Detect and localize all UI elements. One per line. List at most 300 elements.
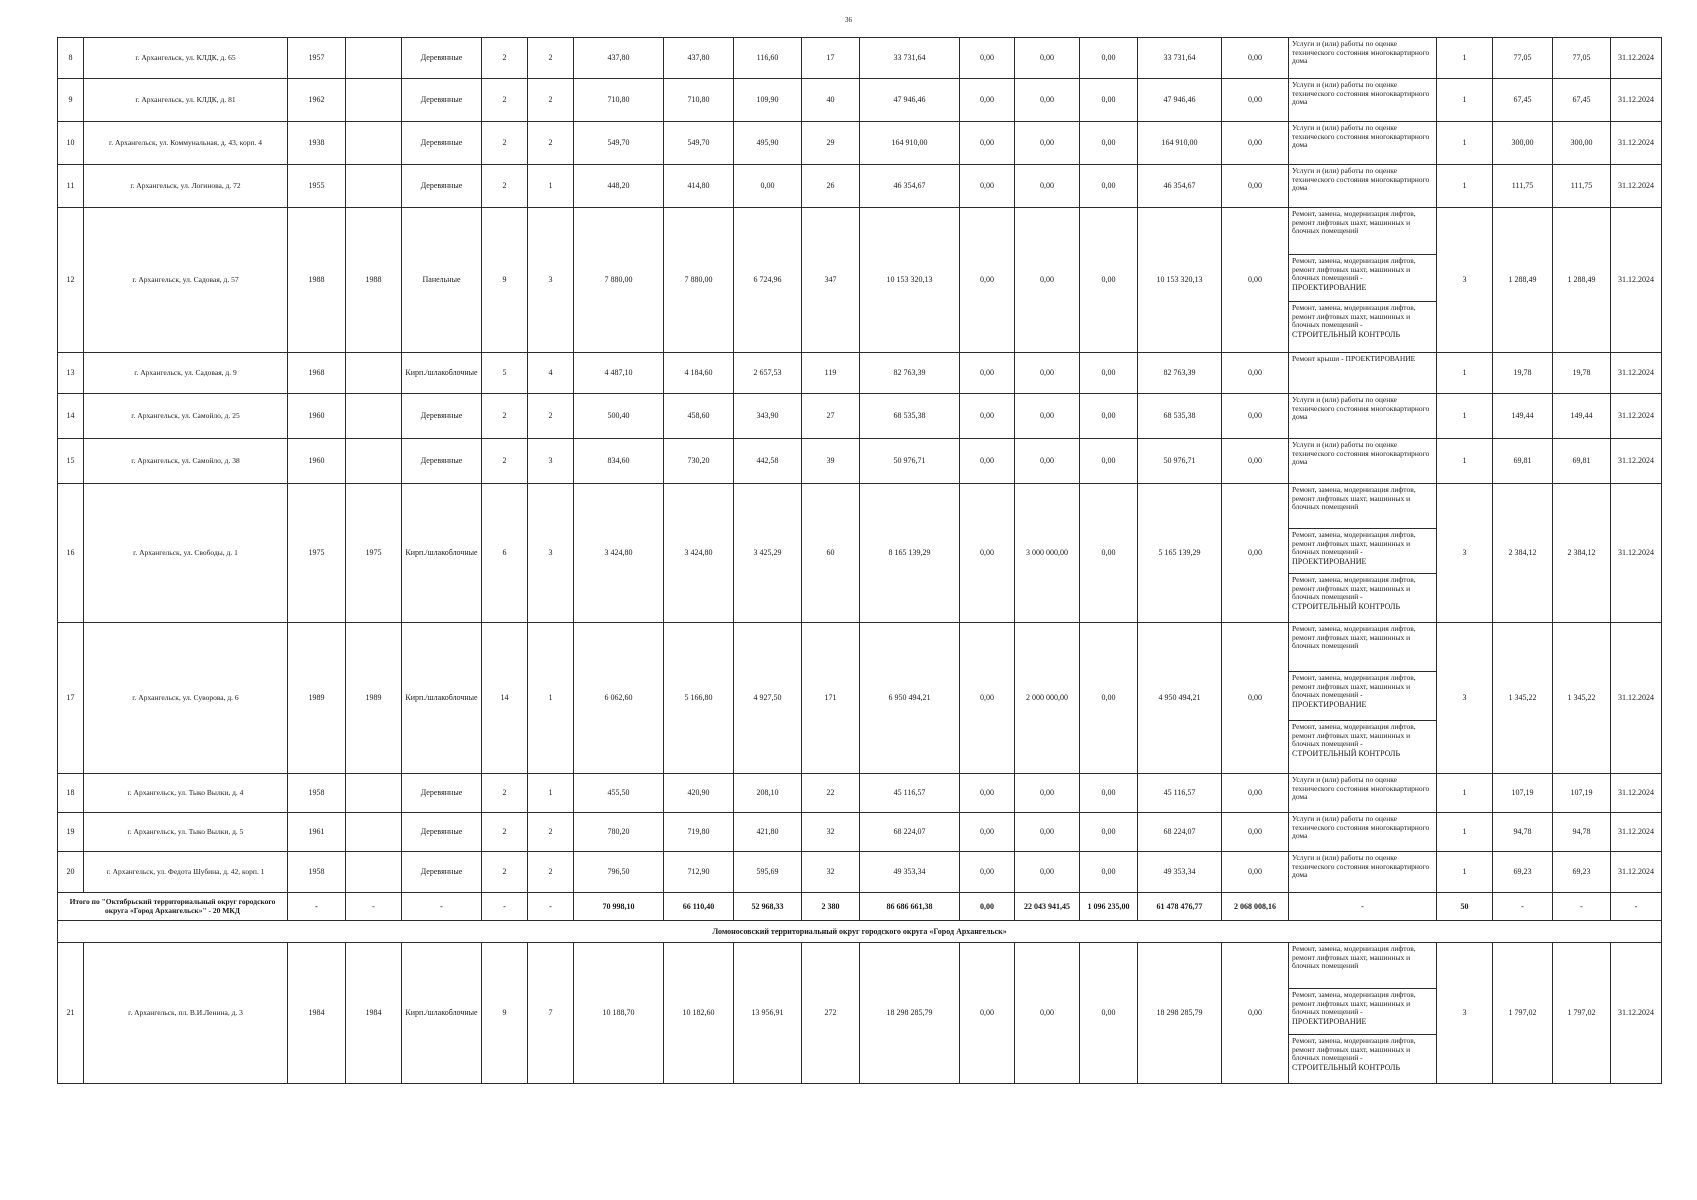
specific-cost-cell: 1 345,22 xyxy=(1493,623,1553,774)
table-row xyxy=(58,165,1662,208)
row-number: 18 xyxy=(58,774,84,813)
work-count-cell: 1 xyxy=(1437,439,1493,484)
fund-cell-3: 0,00 xyxy=(1080,394,1138,439)
fund-cell-1: 0,00 xyxy=(960,943,1015,1084)
deadline-cell: 31.12.2024 xyxy=(1611,774,1662,813)
address-cell: г. Архангельск, ул. Тыко Вылки, д. 5 xyxy=(84,813,288,852)
work-item xyxy=(1289,302,1436,352)
fund-cell-5: 0,00 xyxy=(1222,852,1289,893)
wall-material-cell: Деревянные xyxy=(402,852,482,893)
total-cost-cell: 18 298 285,79 xyxy=(860,943,960,1084)
work-item-stage: СТРОИТЕЛЬНЫЙ КОНТРОЛЬ xyxy=(1292,1062,1401,1072)
total-dash: - xyxy=(402,893,482,921)
entrances-cell: 2 xyxy=(528,38,574,79)
total-area-cell: 6 062,60 xyxy=(574,623,664,774)
work-types-cell xyxy=(1289,484,1437,623)
entrances-cell: 2 xyxy=(528,852,574,893)
address-cell: г. Архангельск, ул. Самойло, д. 25 xyxy=(84,394,288,439)
total-area-cell: 780,20 xyxy=(574,813,664,852)
work-item xyxy=(1289,439,1436,483)
address-cell: г. Архангельск, ул. Коммунальная, д. 43, корп. 4 xyxy=(84,122,288,165)
other-area-cell: 495,90 xyxy=(734,122,802,165)
max-cost-cell: 77,05 xyxy=(1553,38,1611,79)
living-area-cell: 719,80 xyxy=(664,813,734,852)
residents-cell: 171 xyxy=(802,623,860,774)
fund-cell-5: 0,00 xyxy=(1222,394,1289,439)
total-area-cell: 834,60 xyxy=(574,439,664,484)
address-cell: г. Архангельск, ул. Садовая, д. 57 xyxy=(84,208,288,353)
row-number: 17 xyxy=(58,623,84,774)
entrances-cell: 1 xyxy=(528,774,574,813)
work-count-cell: 1 xyxy=(1437,122,1493,165)
year-built-cell: 1961 xyxy=(288,813,346,852)
year-renovation-cell xyxy=(346,79,402,122)
work-types-cell xyxy=(1289,774,1437,813)
total-area-cell: 710,80 xyxy=(574,79,664,122)
deadline-cell: 31.12.2024 xyxy=(1611,813,1662,852)
row-number: 15 xyxy=(58,439,84,484)
max-cost-cell: 111,75 xyxy=(1553,165,1611,208)
work-types-cell xyxy=(1289,165,1437,208)
max-cost-cell: 1 345,22 xyxy=(1553,623,1611,774)
table-row xyxy=(58,439,1662,484)
table-row xyxy=(58,484,1662,623)
year-built-cell: 1958 xyxy=(288,852,346,893)
work-item xyxy=(1289,721,1436,773)
fund-cell-1: 0,00 xyxy=(960,122,1015,165)
work-item-text: Услуги и (или) работы по оценке технического состояния многоквартирного дома xyxy=(1292,395,1430,422)
living-area-cell: 420,90 xyxy=(664,774,734,813)
work-item xyxy=(1289,484,1436,529)
deadline-cell: 31.12.2024 xyxy=(1611,38,1662,79)
total-dash: - xyxy=(1611,893,1662,921)
total-dash: - xyxy=(1553,893,1611,921)
year-built-cell: 1960 xyxy=(288,439,346,484)
deadline-cell: 31.12.2024 xyxy=(1611,165,1662,208)
address-cell: г. Архангельск, ул. Федота Шубина, д. 42, корп. 1 xyxy=(84,852,288,893)
living-area-cell: 3 424,80 xyxy=(664,484,734,623)
work-item-text: Услуги и (или) работы по оценке технического состояния многоквартирного дома xyxy=(1292,80,1430,107)
work-item xyxy=(1289,774,1436,812)
fund-cell-1: 0,00 xyxy=(960,165,1015,208)
residents-cell: 17 xyxy=(802,38,860,79)
floors-cell: 9 xyxy=(482,208,528,353)
year-renovation-cell xyxy=(346,774,402,813)
total-dash: - xyxy=(288,893,346,921)
total-label: Итого по "Октябрьский территориальный округ городского округа «Город Архангельск»" - 20 МКД xyxy=(58,893,288,921)
work-item xyxy=(1289,943,1436,989)
total-area-cell: 3 424,80 xyxy=(574,484,664,623)
row-number: 12 xyxy=(58,208,84,353)
living-area-cell: 437,80 xyxy=(664,38,734,79)
work-count-cell: 3 xyxy=(1437,208,1493,353)
fund-cell-2: 0,00 xyxy=(1015,353,1080,394)
deadline-cell: 31.12.2024 xyxy=(1611,484,1662,623)
max-cost-cell: 107,19 xyxy=(1553,774,1611,813)
fund-cell-4: 46 354,67 xyxy=(1138,165,1222,208)
year-renovation-cell xyxy=(346,165,402,208)
fund-cell-5: 0,00 xyxy=(1222,122,1289,165)
work-item-stage: СТРОИТЕЛЬНЫЙ КОНТРОЛЬ xyxy=(1292,748,1401,758)
table-row xyxy=(58,813,1662,852)
work-item-text: Услуги и (или) работы по оценке технического состояния многоквартирного дома xyxy=(1292,775,1430,802)
residents-cell: 32 xyxy=(802,852,860,893)
floors-cell: 5 xyxy=(482,353,528,394)
fund-cell-3: 0,00 xyxy=(1080,774,1138,813)
work-item xyxy=(1289,255,1436,302)
year-renovation-cell xyxy=(346,852,402,893)
max-cost-cell: 300,00 xyxy=(1553,122,1611,165)
total-area-cell: 455,50 xyxy=(574,774,664,813)
max-cost-cell: 94,78 xyxy=(1553,813,1611,852)
table-row xyxy=(58,208,1662,353)
row-number: 19 xyxy=(58,813,84,852)
row-number: 8 xyxy=(58,38,84,79)
work-item-text: Ремонт, замена, модернизация лифтов, ремонт лифтовых шахт, машинных и блочных помещений - xyxy=(1292,990,1416,1017)
specific-cost-cell: 107,19 xyxy=(1493,774,1553,813)
fund-cell-2: 0,00 xyxy=(1015,38,1080,79)
fund-cell-3: 0,00 xyxy=(1080,623,1138,774)
fund-cell-4: 82 763,39 xyxy=(1138,353,1222,394)
work-item xyxy=(1289,79,1436,121)
fund-cell-3: 0,00 xyxy=(1080,353,1138,394)
table-row xyxy=(58,943,1662,1084)
entrances-cell: 1 xyxy=(528,165,574,208)
specific-cost-cell: 2 384,12 xyxy=(1493,484,1553,623)
work-count-cell: 1 xyxy=(1437,165,1493,208)
total-area-cell: 4 487,10 xyxy=(574,353,664,394)
work-types-cell xyxy=(1289,38,1437,79)
deadline-cell: 31.12.2024 xyxy=(1611,943,1662,1084)
work-types-cell xyxy=(1289,943,1437,1084)
work-item xyxy=(1289,165,1436,207)
year-renovation-cell xyxy=(346,122,402,165)
work-item-text: Услуги и (или) работы по оценке технического состояния многоквартирного дома xyxy=(1292,853,1430,880)
floors-cell: 6 xyxy=(482,484,528,623)
total-cost-cell: 33 731,64 xyxy=(860,38,960,79)
deadline-cell: 31.12.2024 xyxy=(1611,79,1662,122)
fund-cell-1: 0,00 xyxy=(960,439,1015,484)
year-built-cell: 1968 xyxy=(288,353,346,394)
deadline-cell: 31.12.2024 xyxy=(1611,208,1662,353)
table-row xyxy=(58,353,1662,394)
address-cell: г. Архангельск, ул. КЛДК, д. 81 xyxy=(84,79,288,122)
fund-cell-4: 50 976,71 xyxy=(1138,439,1222,484)
total-fund-5: 2 068 008,16 xyxy=(1222,893,1289,921)
wall-material-cell: Деревянные xyxy=(402,394,482,439)
fund-cell-2: 0,00 xyxy=(1015,774,1080,813)
living-area-cell: 712,90 xyxy=(664,852,734,893)
total-work-count: 50 xyxy=(1437,893,1493,921)
section-title: Ломоносовский территориальный округ городского округа «Город Архангельск» xyxy=(58,921,1662,943)
total-area-cell: 448,20 xyxy=(574,165,664,208)
work-count-cell: 1 xyxy=(1437,353,1493,394)
fund-cell-4: 68 224,07 xyxy=(1138,813,1222,852)
residents-cell: 40 xyxy=(802,79,860,122)
work-item xyxy=(1289,813,1436,851)
year-built-cell: 1975 xyxy=(288,484,346,623)
total-cost-cell: 68 224,07 xyxy=(860,813,960,852)
work-item xyxy=(1289,208,1436,255)
fund-cell-2: 0,00 xyxy=(1015,852,1080,893)
work-item xyxy=(1289,394,1436,438)
fund-cell-4: 5 165 139,29 xyxy=(1138,484,1222,623)
total-cost-cell: 45 116,57 xyxy=(860,774,960,813)
fund-cell-1: 0,00 xyxy=(960,394,1015,439)
work-item-text: Ремонт, замена, модернизация лифтов, ремонт лифтовых шахт, машинных и блочных помещений xyxy=(1292,209,1416,236)
wall-material-cell: Кирп./шлакоблочные xyxy=(402,943,482,1084)
other-area-cell: 208,10 xyxy=(734,774,802,813)
work-item-text: Ремонт, замена, модернизация лифтов, ремонт лифтовых шахт, машинных и блочных помещений xyxy=(1292,485,1416,512)
fund-cell-3: 0,00 xyxy=(1080,122,1138,165)
work-item-stage: ПРОЕКТИРОВАНИЕ xyxy=(1292,699,1367,709)
work-count-cell: 1 xyxy=(1437,79,1493,122)
work-types-cell xyxy=(1289,122,1437,165)
total-cost-cell: 49 353,34 xyxy=(860,852,960,893)
work-item-text: Ремонт, замена, модернизация лифтов, ремонт лифтовых шахт, машинных и блочных помещений xyxy=(1292,624,1416,651)
fund-cell-1: 0,00 xyxy=(960,852,1015,893)
fund-cell-3: 0,00 xyxy=(1080,79,1138,122)
work-item-text: Услуги и (или) работы по оценке технического состояния многоквартирного дома xyxy=(1292,440,1430,467)
max-cost-cell: 149,44 xyxy=(1553,394,1611,439)
year-renovation-cell: 1984 xyxy=(346,943,402,1084)
living-area-cell: 414,80 xyxy=(664,165,734,208)
work-count-cell: 1 xyxy=(1437,852,1493,893)
fund-cell-5: 0,00 xyxy=(1222,774,1289,813)
entrances-cell: 3 xyxy=(528,208,574,353)
row-number: 20 xyxy=(58,852,84,893)
year-built-cell: 1989 xyxy=(288,623,346,774)
entrances-cell: 2 xyxy=(528,394,574,439)
fund-cell-2: 2 000 000,00 xyxy=(1015,623,1080,774)
residents-cell: 347 xyxy=(802,208,860,353)
work-item xyxy=(1289,852,1436,892)
work-types-cell xyxy=(1289,852,1437,893)
work-item xyxy=(1289,1035,1436,1083)
living-area-cell: 10 182,60 xyxy=(664,943,734,1084)
residents-cell: 26 xyxy=(802,165,860,208)
entrances-cell: 2 xyxy=(528,79,574,122)
deadline-cell: 31.12.2024 xyxy=(1611,353,1662,394)
work-item-text: Ремонт, замена, модернизация лифтов, ремонт лифтовых шахт, машинных и блочных помещений - xyxy=(1292,530,1416,557)
fund-cell-2: 0,00 xyxy=(1015,813,1080,852)
residents-cell: 272 xyxy=(802,943,860,1084)
wall-material-cell: Деревянные xyxy=(402,165,482,208)
total-area-cell: 10 188,70 xyxy=(574,943,664,1084)
row-number: 10 xyxy=(58,122,84,165)
address-cell: г. Архангельск, пл. В.И.Ленина, д. 3 xyxy=(84,943,288,1084)
living-area-cell: 5 166,80 xyxy=(664,623,734,774)
work-item-stage: СТРОИТЕЛЬНЫЙ КОНТРОЛЬ xyxy=(1292,601,1401,611)
work-item xyxy=(1289,529,1436,574)
work-item-text: Ремонт, замена, модернизация лифтов, ремонт лифтовых шахт, машинных и блочных помещений xyxy=(1292,944,1416,971)
address-cell: г. Архангельск, ул. Садовая, д. 9 xyxy=(84,353,288,394)
other-area-cell: 343,90 xyxy=(734,394,802,439)
max-cost-cell: 67,45 xyxy=(1553,79,1611,122)
specific-cost-cell: 77,05 xyxy=(1493,38,1553,79)
fund-cell-4: 68 535,38 xyxy=(1138,394,1222,439)
total-living-area-sum: 66 110,40 xyxy=(664,893,734,921)
living-area-cell: 730,20 xyxy=(664,439,734,484)
specific-cost-cell: 67,45 xyxy=(1493,79,1553,122)
table-row xyxy=(58,623,1662,774)
residents-cell: 119 xyxy=(802,353,860,394)
work-item-text: Ремонт, замена, модернизация лифтов, ремонт лифтовых шахт, машинных и блочных помещений - xyxy=(1292,303,1416,330)
fund-cell-4: 4 950 494,21 xyxy=(1138,623,1222,774)
total-cost-sum: 86 686 661,38 xyxy=(860,893,960,921)
wall-material-cell: Кирп./шлакоблочные xyxy=(402,353,482,394)
floors-cell: 2 xyxy=(482,79,528,122)
fund-cell-1: 0,00 xyxy=(960,79,1015,122)
fund-cell-3: 0,00 xyxy=(1080,439,1138,484)
wall-material-cell: Деревянные xyxy=(402,122,482,165)
work-types-cell xyxy=(1289,394,1437,439)
max-cost-cell: 69,23 xyxy=(1553,852,1611,893)
work-item-text: Ремонт крыши - ПРОЕКТИРОВАНИЕ xyxy=(1292,354,1416,363)
address-cell: г. Архангельск, ул. Логинова, д. 72 xyxy=(84,165,288,208)
total-cost-cell: 82 763,39 xyxy=(860,353,960,394)
wall-material-cell: Кирп./шлакоблочные xyxy=(402,484,482,623)
other-area-cell: 3 425,29 xyxy=(734,484,802,623)
row-number: 14 xyxy=(58,394,84,439)
fund-cell-2: 0,00 xyxy=(1015,943,1080,1084)
entrances-cell: 2 xyxy=(528,813,574,852)
floors-cell: 9 xyxy=(482,943,528,1084)
fund-cell-2: 0,00 xyxy=(1015,208,1080,353)
work-item-text: Ремонт, замена, модернизация лифтов, ремонт лифтовых шахт, машинных и блочных помещений - xyxy=(1292,256,1416,283)
table-row xyxy=(58,79,1662,122)
work-count-cell: 1 xyxy=(1437,774,1493,813)
fund-cell-2: 0,00 xyxy=(1015,79,1080,122)
work-item-text: Услуги и (или) работы по оценке технического состояния многоквартирного дома xyxy=(1292,166,1430,193)
table-row xyxy=(58,394,1662,439)
entrances-cell: 1 xyxy=(528,623,574,774)
work-types-cell xyxy=(1289,208,1437,353)
living-area-cell: 549,70 xyxy=(664,122,734,165)
other-area-cell: 442,58 xyxy=(734,439,802,484)
work-count-cell: 3 xyxy=(1437,943,1493,1084)
row-number: 9 xyxy=(58,79,84,122)
total-fund-4: 61 478 476,77 xyxy=(1138,893,1222,921)
fund-cell-3: 0,00 xyxy=(1080,852,1138,893)
floors-cell: 2 xyxy=(482,439,528,484)
work-item-stage: ПРОЕКТИРОВАНИЕ xyxy=(1292,282,1367,292)
work-types-cell xyxy=(1289,813,1437,852)
table-row xyxy=(58,852,1662,893)
work-item xyxy=(1289,623,1436,672)
other-area-cell: 2 657,53 xyxy=(734,353,802,394)
fund-cell-5: 0,00 xyxy=(1222,79,1289,122)
fund-cell-5: 0,00 xyxy=(1222,439,1289,484)
work-item xyxy=(1289,38,1436,78)
other-area-cell: 109,90 xyxy=(734,79,802,122)
residents-cell: 29 xyxy=(802,122,860,165)
total-area-cell: 437,80 xyxy=(574,38,664,79)
total-other-area-sum: 52 968,33 xyxy=(734,893,802,921)
fund-cell-4: 10 153 320,13 xyxy=(1138,208,1222,353)
total-cost-cell: 164 910,00 xyxy=(860,122,960,165)
year-built-cell: 1988 xyxy=(288,208,346,353)
fund-cell-4: 18 298 285,79 xyxy=(1138,943,1222,1084)
total-cost-cell: 46 354,67 xyxy=(860,165,960,208)
total-dash: - xyxy=(1289,893,1437,921)
fund-cell-3: 0,00 xyxy=(1080,38,1138,79)
deadline-cell: 31.12.2024 xyxy=(1611,623,1662,774)
floors-cell: 2 xyxy=(482,165,528,208)
fund-cell-5: 0,00 xyxy=(1222,484,1289,623)
max-cost-cell: 2 384,12 xyxy=(1553,484,1611,623)
floors-cell: 2 xyxy=(482,394,528,439)
section-header-row xyxy=(58,921,1662,943)
floors-cell: 14 xyxy=(482,623,528,774)
entrances-cell: 3 xyxy=(528,439,574,484)
specific-cost-cell: 69,81 xyxy=(1493,439,1553,484)
work-count-cell: 1 xyxy=(1437,394,1493,439)
residents-cell: 32 xyxy=(802,813,860,852)
floors-cell: 2 xyxy=(482,774,528,813)
table-row xyxy=(58,122,1662,165)
specific-cost-cell: 69,23 xyxy=(1493,852,1553,893)
residents-cell: 27 xyxy=(802,394,860,439)
address-cell: г. Архангельск, ул. Свободы, д. 1 xyxy=(84,484,288,623)
other-area-cell: 0,00 xyxy=(734,165,802,208)
total-fund-1: 0,00 xyxy=(960,893,1015,921)
residents-cell: 22 xyxy=(802,774,860,813)
total-area-cell: 7 880,00 xyxy=(574,208,664,353)
fund-cell-1: 0,00 xyxy=(960,484,1015,623)
year-renovation-cell xyxy=(346,353,402,394)
deadline-cell: 31.12.2024 xyxy=(1611,394,1662,439)
total-fund-2: 22 043 941,45 xyxy=(1015,893,1080,921)
fund-cell-1: 0,00 xyxy=(960,208,1015,353)
max-cost-cell: 19,78 xyxy=(1553,353,1611,394)
work-count-cell: 1 xyxy=(1437,38,1493,79)
total-cost-cell: 47 946,46 xyxy=(860,79,960,122)
other-area-cell: 421,80 xyxy=(734,813,802,852)
fund-cell-1: 0,00 xyxy=(960,623,1015,774)
work-types-cell xyxy=(1289,353,1437,394)
work-item xyxy=(1289,353,1436,393)
total-fund-3: 1 096 235,00 xyxy=(1080,893,1138,921)
year-built-cell: 1957 xyxy=(288,38,346,79)
deadline-cell: 31.12.2024 xyxy=(1611,122,1662,165)
wall-material-cell: Деревянные xyxy=(402,79,482,122)
fund-cell-4: 47 946,46 xyxy=(1138,79,1222,122)
residents-cell: 39 xyxy=(802,439,860,484)
address-cell: г. Архангельск, ул. Суворова, д. 6 xyxy=(84,623,288,774)
total-row xyxy=(58,893,1662,921)
total-area-cell: 500,40 xyxy=(574,394,664,439)
work-item-stage: ПРОЕКТИРОВАНИЕ xyxy=(1292,556,1367,566)
fund-cell-3: 0,00 xyxy=(1080,165,1138,208)
year-renovation-cell: 1975 xyxy=(346,484,402,623)
fund-cell-4: 49 353,34 xyxy=(1138,852,1222,893)
work-types-cell xyxy=(1289,439,1437,484)
fund-cell-3: 0,00 xyxy=(1080,813,1138,852)
fund-cell-5: 0,00 xyxy=(1222,165,1289,208)
address-cell: г. Архангельск, ул. Тыко Вылки, д. 4 xyxy=(84,774,288,813)
specific-cost-cell: 1 288,49 xyxy=(1493,208,1553,353)
work-types-cell xyxy=(1289,623,1437,774)
total-area-cell: 796,50 xyxy=(574,852,664,893)
year-renovation-cell xyxy=(346,439,402,484)
living-area-cell: 710,80 xyxy=(664,79,734,122)
year-renovation-cell xyxy=(346,394,402,439)
work-item-text: Ремонт, замена, модернизация лифтов, ремонт лифтовых шахт, машинных и блочных помещений - xyxy=(1292,575,1416,602)
year-built-cell: 1955 xyxy=(288,165,346,208)
row-number: 21 xyxy=(58,943,84,1084)
work-item-text: Услуги и (или) работы по оценке технического состояния многоквартирного дома xyxy=(1292,814,1430,841)
